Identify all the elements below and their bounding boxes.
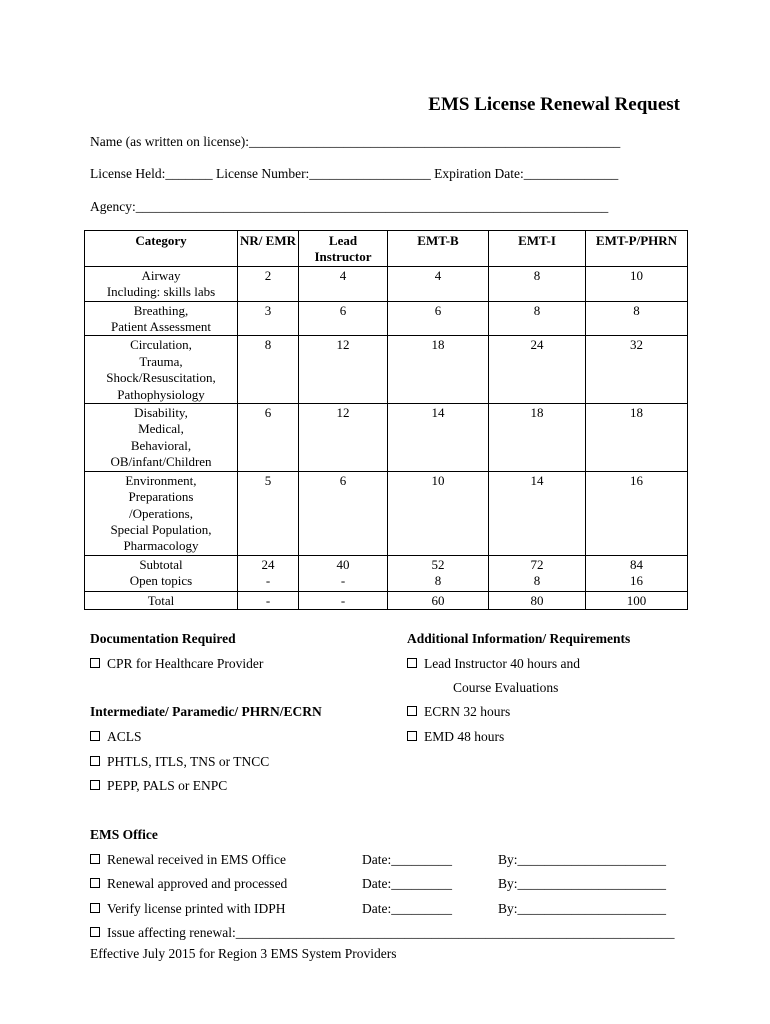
page-title: EMS License Renewal Request xyxy=(428,94,680,115)
checklist-item-pepp[interactable] xyxy=(90,778,227,794)
issue-field[interactable]: Issue affecting renewal:_________________________________________________________________ xyxy=(107,925,675,940)
checkbox[interactable] xyxy=(407,706,417,716)
hours-cell: 6 xyxy=(299,471,388,555)
agency-field[interactable]: Agency:______________________________________________________________________ xyxy=(90,199,609,214)
category-cell: Subtotal Open topics xyxy=(85,555,238,591)
category-cell: Environment, Preparations /Operations, Special Population, Pharmacology xyxy=(85,471,238,555)
table-row xyxy=(85,404,688,472)
checklist-label: EMD 48 hours xyxy=(424,729,505,744)
category-cell: Circulation, Trauma, Shock/Resuscitation, Pathophysiology xyxy=(85,336,238,404)
checkbox[interactable] xyxy=(90,854,100,864)
hours-cell: 12 xyxy=(299,404,388,472)
hours-cell: 10 xyxy=(586,266,688,301)
hours-cell: 8 xyxy=(586,301,688,336)
hours-cell: 14 xyxy=(489,471,586,555)
checklist-item-ecrn[interactable] xyxy=(407,704,510,720)
hours-cell: 14 xyxy=(388,404,489,472)
additional-heading: Additional Information/ Requirements xyxy=(407,631,631,646)
hours-cell: 100 xyxy=(586,591,688,609)
hours-cell: 24 xyxy=(489,336,586,404)
table-row xyxy=(85,555,688,591)
hours-cell: 52 8 xyxy=(388,555,489,591)
checkbox[interactable] xyxy=(90,756,100,766)
hours-cell: 16 xyxy=(586,471,688,555)
license-field-line[interactable]: License Held:_______ License Number:__________________ Expiration Date:______________ xyxy=(90,166,619,181)
hours-cell: 18 xyxy=(388,336,489,404)
hours-cell: 18 xyxy=(489,404,586,472)
checklist-label: Lead Instructor 40 hours and xyxy=(424,656,580,671)
date-field[interactable]: Date:_________ xyxy=(362,901,452,916)
checklist-label: ACLS xyxy=(107,729,142,744)
office-item-issue[interactable] xyxy=(90,925,674,941)
hours-cell: 24 - xyxy=(238,555,299,591)
checklist-item-lead[interactable] xyxy=(407,656,580,672)
by-field[interactable]: By:______________________ xyxy=(498,876,667,891)
ems-office-heading: EMS Office xyxy=(90,827,158,842)
hours-cell: - xyxy=(238,591,299,609)
table-row xyxy=(85,336,688,404)
checkbox[interactable] xyxy=(90,658,100,668)
footer-note: Effective July 2015 for Region 3 EMS System Providers xyxy=(90,946,397,961)
hours-table xyxy=(84,230,688,610)
checklist-label: Renewal approved and processed xyxy=(107,876,288,891)
by-field[interactable]: By:______________________ xyxy=(498,901,667,916)
table-header: EMT-I xyxy=(489,231,586,267)
hours-cell: 60 xyxy=(388,591,489,609)
hours-cell: 5 xyxy=(238,471,299,555)
table-row xyxy=(85,591,688,609)
hours-cell: 40 - xyxy=(299,555,388,591)
category-cell: Total xyxy=(85,591,238,609)
category-cell: Breathing, Patient Assessment xyxy=(85,301,238,336)
checklist-label: PHTLS, ITLS, TNS or TNCC xyxy=(107,754,270,769)
table-row xyxy=(85,266,688,301)
checkbox[interactable] xyxy=(90,780,100,790)
hours-cell: 6 xyxy=(388,301,489,336)
checkbox[interactable] xyxy=(90,731,100,741)
by-field[interactable]: By:______________________ xyxy=(498,852,667,867)
checkbox[interactable] xyxy=(90,903,100,913)
hours-cell: 4 xyxy=(299,266,388,301)
checklist-label: PEPP, PALS or ENPC xyxy=(107,778,228,793)
hours-cell: 6 xyxy=(238,404,299,472)
table-row xyxy=(85,471,688,555)
table-header: Lead Instructor xyxy=(299,231,388,267)
table-body xyxy=(85,266,688,609)
name-field[interactable]: Name (as written on license):_______________________________________________________ xyxy=(90,134,621,149)
hours-cell: 72 8 xyxy=(489,555,586,591)
table-header: Category xyxy=(85,231,238,267)
checklist-item-cpr[interactable] xyxy=(90,656,263,672)
checklist-label: CPR for Healthcare Provider xyxy=(107,656,264,671)
hours-cell: 4 xyxy=(388,266,489,301)
hours-cell: 80 xyxy=(489,591,586,609)
hours-cell: 3 xyxy=(238,301,299,336)
category-cell: Disability, Medical, Behavioral, OB/infant/Children xyxy=(85,404,238,472)
table-header: EMT-B xyxy=(388,231,489,267)
office-item-verify[interactable] xyxy=(90,901,285,917)
table-header: EMT-P/PHRN xyxy=(586,231,688,267)
office-item-approved[interactable] xyxy=(90,876,287,892)
table-header: NR/ EMR xyxy=(238,231,299,267)
table-row xyxy=(85,301,688,336)
hours-cell: - xyxy=(299,591,388,609)
hours-cell: 32 xyxy=(586,336,688,404)
date-field[interactable]: Date:_________ xyxy=(362,852,452,867)
checklist-item-phtls[interactable] xyxy=(90,754,269,770)
documentation-heading: Documentation Required xyxy=(90,631,236,646)
category-cell: Airway Including: skills labs xyxy=(85,266,238,301)
checklist-label: Verify license printed with IDPH xyxy=(107,901,286,916)
checklist-item-acls[interactable] xyxy=(90,729,142,745)
checklist-label-cont: Course Evaluations xyxy=(453,680,559,695)
intermediate-heading: Intermediate/ Paramedic/ PHRN/ECRN xyxy=(90,704,322,719)
hours-cell: 8 xyxy=(489,301,586,336)
checklist-label: ECRN 32 hours xyxy=(424,704,511,719)
hours-cell: 10 xyxy=(388,471,489,555)
table-header-row xyxy=(85,231,688,267)
checkbox[interactable] xyxy=(407,731,417,741)
office-item-received[interactable] xyxy=(90,852,286,868)
checkbox[interactable] xyxy=(407,658,417,668)
date-field[interactable]: Date:_________ xyxy=(362,876,452,891)
hours-cell: 8 xyxy=(238,336,299,404)
hours-cell: 12 xyxy=(299,336,388,404)
hours-cell: 18 xyxy=(586,404,688,472)
checklist-item-emd[interactable] xyxy=(407,729,504,745)
hours-cell: 84 16 xyxy=(586,555,688,591)
hours-cell: 8 xyxy=(489,266,586,301)
checklist-label: Renewal received in EMS Office xyxy=(107,852,286,867)
hours-cell: 2 xyxy=(238,266,299,301)
hours-cell: 6 xyxy=(299,301,388,336)
checkbox[interactable] xyxy=(90,878,100,888)
checkbox[interactable] xyxy=(90,927,100,937)
